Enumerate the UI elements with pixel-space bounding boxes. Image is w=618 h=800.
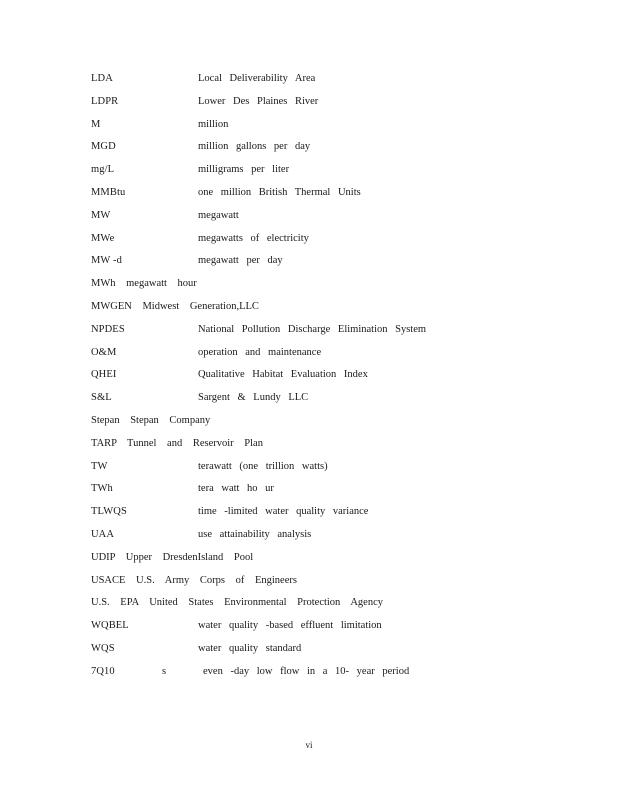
list-item — [91, 118, 591, 141]
list-item — [91, 460, 591, 483]
definition: operation and maintenance — [198, 346, 322, 358]
abbreviation: M — [91, 118, 101, 130]
list-item — [91, 437, 591, 460]
definition: Local Deliverability Area — [198, 73, 316, 84]
abbreviation: MMBtu — [91, 186, 126, 198]
inline-entry: Stepan Stepan Company — [91, 414, 211, 426]
list-item — [91, 574, 591, 597]
inline-entry: MWGEN Midwest Generation,LLC — [91, 300, 259, 312]
definition: Qualitative Habitat Evaluation Index — [198, 369, 368, 381]
definition-initial: s — [162, 665, 167, 677]
definition: tera watt ho ur — [198, 483, 274, 495]
inline-entry: TARP Tunnel and Reservoir Plan — [91, 437, 263, 449]
list-item — [91, 140, 591, 163]
abbreviation: NPDES — [91, 323, 125, 335]
definition: million — [198, 118, 229, 130]
abbreviation: LDA — [91, 73, 113, 84]
page-number: vi — [305, 740, 313, 750]
list-item — [91, 596, 591, 619]
list-item — [91, 391, 591, 414]
definition: Sargent & Lundy LLC — [198, 392, 309, 404]
definition: even -day low flow in a 10- year period — [203, 665, 410, 677]
abbreviation: UAA — [91, 528, 115, 540]
abbreviation: MW — [91, 209, 111, 221]
list-item — [91, 346, 591, 369]
definition: megawatt — [198, 209, 239, 221]
list-item — [91, 368, 591, 391]
list-item — [91, 95, 591, 118]
abbreviation: LDPR — [91, 95, 119, 107]
definition: use attainability analysis — [198, 528, 312, 540]
abbreviation: MGD — [91, 141, 116, 153]
abbreviation: TWh — [91, 483, 113, 495]
definition: water quality standard — [198, 642, 302, 654]
list-item — [91, 551, 591, 574]
inline-entry: UDIP Upper DresdenIsland Pool — [91, 551, 254, 563]
definition: water quality -based effluent limitation — [198, 620, 382, 632]
list-item — [91, 163, 591, 186]
abbreviations-list — [91, 72, 591, 688]
list-item — [91, 277, 591, 300]
abbreviation: MW -d — [91, 255, 122, 267]
list-item — [91, 528, 591, 551]
inline-entry: MWh megawatt hour — [91, 278, 197, 290]
abbreviation: S&L — [91, 392, 112, 404]
definition: Lower Des Plaines River — [198, 95, 319, 107]
list-item — [91, 414, 591, 437]
list-item — [91, 323, 591, 346]
definition: megawatts of electricity — [198, 232, 309, 244]
list-item — [91, 619, 591, 642]
definition: terawatt (one trillion watts) — [198, 460, 328, 472]
definition: million gallons per day — [198, 141, 311, 153]
definition: megawatt per day — [198, 255, 283, 267]
abbreviation: WQBEL — [91, 620, 129, 632]
inline-entry: U.S. EPA United States Environmental Protection Agency — [91, 597, 384, 609]
abbreviation: MWe — [91, 232, 115, 244]
list-item — [91, 186, 591, 209]
list-item — [91, 254, 591, 277]
definition: one million British Thermal Units — [198, 186, 361, 198]
list-item — [91, 72, 591, 95]
abbreviation: mg/L — [91, 164, 115, 176]
definition: time -limited water quality variance — [198, 506, 369, 518]
abbreviation: WQS — [91, 642, 115, 654]
list-item — [91, 505, 591, 528]
list-item — [91, 209, 591, 232]
list-item — [91, 482, 591, 505]
list-item — [91, 665, 591, 688]
abbreviation: TW — [91, 460, 108, 472]
abbreviation: TLWQS — [91, 506, 127, 518]
abbreviation: 7Q10 — [91, 665, 115, 677]
abbreviation: O&M — [91, 346, 117, 358]
definition: National Pollution Discharge Elimination System — [198, 323, 427, 335]
list-item — [91, 232, 591, 255]
list-item — [91, 300, 591, 323]
abbreviation: QHEI — [91, 369, 117, 381]
list-item — [91, 642, 591, 665]
inline-entry: USACE U.S. Army Corps of Engineers — [91, 574, 297, 586]
definition: milligrams per liter — [198, 164, 290, 176]
